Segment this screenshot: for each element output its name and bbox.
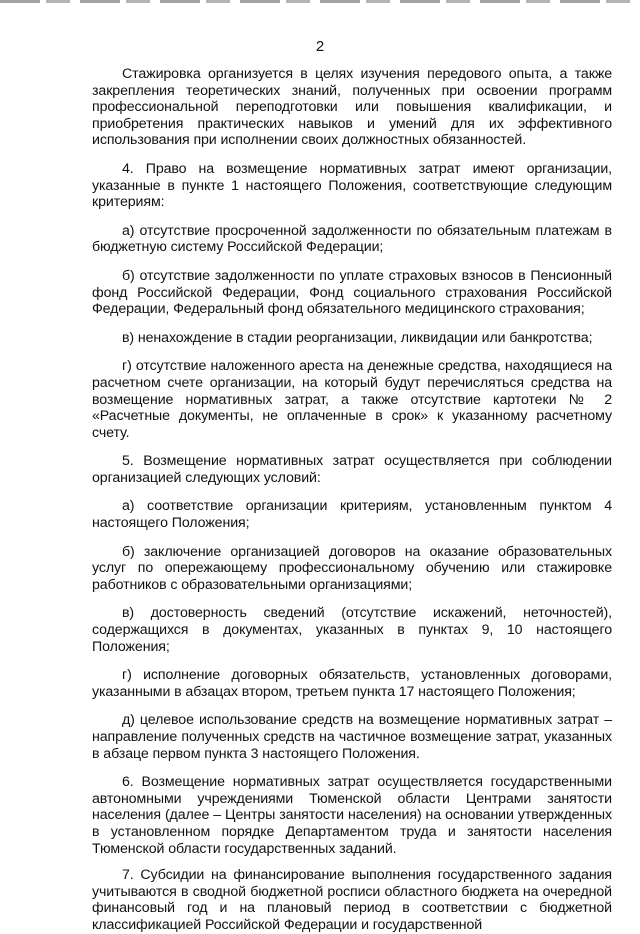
page-number: 2 bbox=[315, 38, 325, 55]
scan-top-edge bbox=[0, 0, 640, 3]
paragraph: в) достоверность сведений (отсутствие искажений, неточностей), содержащихся в документах, указанных в пунктах 9, 10 настоящего Положения; bbox=[92, 605, 612, 655]
paragraph: 5. Возмещение нормативных затрат осуществляется при соблюдении организацией следующих условий: bbox=[92, 453, 612, 486]
paragraph: Стажировка организуется в целях изучения передового опыта, а также закрепления теоретических знаний, полученных при освоении программ профессиональной переподготовки или повышения квалификации, и приобретения практических навыков и умений для их эффективного использования при исполнении своих должностных обязанностей. bbox=[92, 66, 612, 149]
paragraph: г) исполнение договорных обязательств, установленных договорами, указанными в абзацах втором, третьем пункта 17 настоящего Положения; bbox=[92, 667, 612, 700]
paragraph: 7. Субсидии на финансирование выполнения государственного задания учитываются в сводной бюджетной росписи областного бюджета на очередной финансовый год и на плановый период в соответствии с бюджетной классификацией Российской Федерации и государственной bbox=[92, 867, 612, 933]
paragraph: в) ненахождение в стадии реорганизации, ликвидации или банкротства; bbox=[122, 329, 593, 346]
paragraph: 4. Право на возмещение нормативных затрат имеют организации, указанные в пункте 1 настоящего Положения, соответствующие следующим критериям: bbox=[92, 160, 612, 211]
document-body bbox=[92, 66, 612, 934]
paragraph: д) целевое использование средств на возмещение нормативных затрат – направление полученных средств на частичное возмещение затрат, указанных в абзаце первом пункта 3 настоящего Положения. bbox=[92, 712, 612, 762]
paragraph: б) заключение организацией договоров на оказание образовательных услуг по опережающему профессиональному обучению или стажировке работников с образовательными организациями; bbox=[92, 543, 612, 593]
paragraph: б) отсутствие задолженности по уплате страховых взносов в Пенсионный фонд Российской Федерации, Фонд социального страхования Российской Федерации, Федеральный фонд обязательного медицинского страхования; bbox=[92, 267, 612, 318]
paragraph: а) отсутствие просроченной задолженности по обязательным платежам в бюджетную систему Российской Федерации; bbox=[92, 222, 612, 256]
paragraph: г) отсутствие наложенного ареста на денежные средства, находящиеся на расчетном счете организации, на который будут перечисляться средства на возмещение нормативных затрат, а также отсутствие картотеки № 2 «Расчетные документы, не оплаченные в срок» к указанному расчетному счету. bbox=[92, 358, 612, 441]
paragraph: а) соответствие организации критериям, установленным пунктом 4 настоящего Положения; bbox=[92, 498, 612, 532]
paragraph: 6. Возмещение нормативных затрат осуществляется государственными автономными учреждениями Тюменской области Центрами занятости населения (далее – Центры занятости населения) на основании утвержденных в установленном порядке Департаментом труда и занятости населения Тюменской области государственных заданий. bbox=[92, 774, 612, 857]
